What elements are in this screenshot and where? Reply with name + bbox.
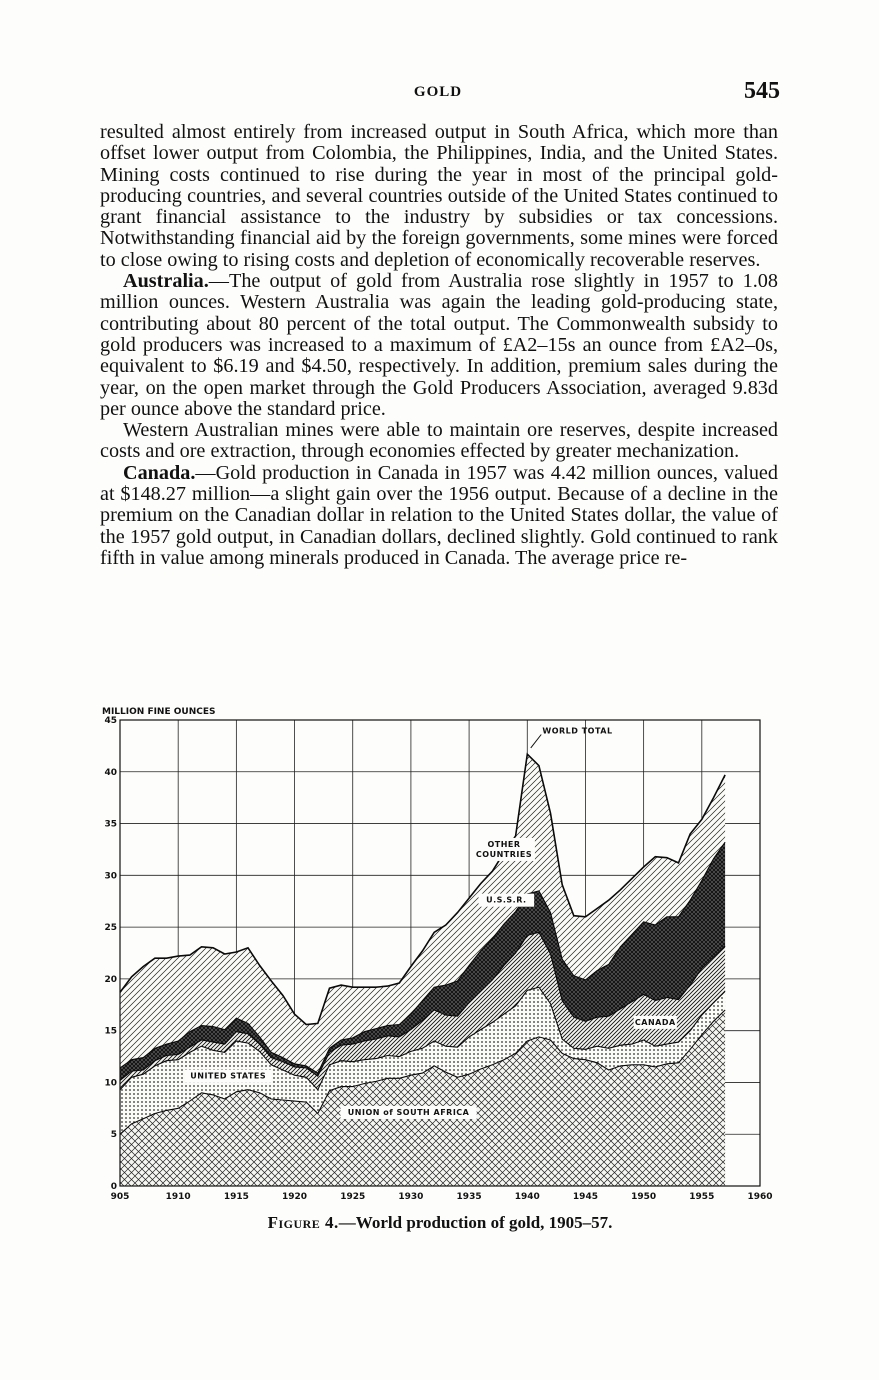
y-tick-label: 35 [104, 819, 117, 830]
label-other-countries-line-2: COUNTRIES [475, 849, 533, 859]
canada-text: —Gold production in Canada in 1957 was 4.42 million ounces, valued at $148.27 million—a slight gain over the 1956 output. Because of a decline in the premium on the Canadian dollar in relation to the United States dollar, the value of the 1957 gold output, in Canadian dollars, declined slightly. Gold continued to rank fifth in value among minerals produced in Canada. The average price re- [100, 461, 778, 569]
x-tick-label: 1945 [572, 1192, 598, 1202]
running-title: GOLD [413, 84, 463, 100]
label-world-total: WORLD TOTAL [542, 726, 613, 736]
x-tick-label: 1930 [398, 1192, 424, 1202]
chart-svg [100, 700, 780, 1210]
x-tick-label: 1915 [223, 1192, 249, 1202]
label-canada: CANADA [634, 1017, 676, 1027]
x-tick-label: 1910 [165, 1192, 191, 1202]
label-united-states: UNITED STATES [190, 1071, 267, 1081]
page-number: 545 [744, 78, 780, 104]
paragraph-australia [100, 271, 778, 420]
y-axis-title: MILLION FINE OUNCES [102, 707, 216, 717]
x-tick-label: 905 [110, 1192, 130, 1202]
y-tick-label: 20 [104, 974, 117, 985]
figure-caption [100, 1213, 780, 1233]
paragraph-1: resulted almost entirely from increased output in South Africa, which more than offset lower output from Colombia, the Philippines, India, and the United States. Mining costs continued to rise during the year in most of the principal gold-producing countries, and several countries outside of the United States continued to grant financial assistance to the industry by subsidies or tax concessions. Notwithstanding financial aid by the foreign governments, some mines were forced to close owing to rising costs and depletion of economically recoverable reserves. [100, 121, 778, 271]
x-tick-label: 1955 [689, 1192, 715, 1202]
body-text [100, 122, 778, 569]
australia-text: —The output of gold from Australia rose slightly in 1957 to 1.08 million ounces. Western Australia was again the leading gold-producing state, contributing about 80 percent of the total output. The Commonwealth subsidy to gold producers was increased to a maximum of £A2–15s an ounce from £A2–0s, equivalent to $6.19 and $4.50, respectively. In addition, premium sales during the year, on the open market through the Gold Producers Association, averaged 9.83d per ounce above the standard price. [100, 270, 778, 420]
australia-heading: Australia. [123, 270, 209, 293]
caption-text: —World production of gold, 1905–57. [338, 1213, 613, 1232]
y-tick-label: 45 [104, 716, 117, 726]
label-other-countries-line-1: OTHER [487, 839, 521, 849]
x-tick-label: 1940 [514, 1192, 540, 1202]
y-tick-label: 10 [104, 1078, 117, 1089]
canada-heading: Canada. [123, 461, 196, 484]
y-tick-label: 25 [104, 923, 117, 934]
paragraph-western-australia: Western Australian mines were able to maintain ore reserves, despite increased costs and ore extraction, through economies effected by greater mechanization. [100, 419, 778, 463]
y-tick-label: 30 [104, 871, 117, 882]
label-union-of-south-africa: UNION of SOUTH AFRICA [347, 1107, 470, 1117]
x-tick-label: 1935 [456, 1192, 482, 1202]
caption-label: Figure 4. [267, 1213, 339, 1232]
y-tick-label: 15 [104, 1026, 117, 1037]
paragraph-canada [100, 463, 778, 569]
x-tick-label: 1950 [631, 1192, 657, 1202]
y-tick-label: 5 [110, 1130, 117, 1141]
page-header [100, 78, 780, 108]
y-tick-label: 0 [110, 1182, 117, 1192]
label-u-s-s-r: U.S.S.R. [486, 895, 527, 905]
gold-production-chart [100, 700, 780, 1220]
world-total-pointer [531, 734, 541, 747]
x-tick-label: 1960 [747, 1192, 773, 1202]
y-tick-label: 40 [104, 767, 117, 778]
x-tick-label: 1925 [340, 1192, 366, 1202]
x-tick-label: 1920 [282, 1192, 308, 1202]
